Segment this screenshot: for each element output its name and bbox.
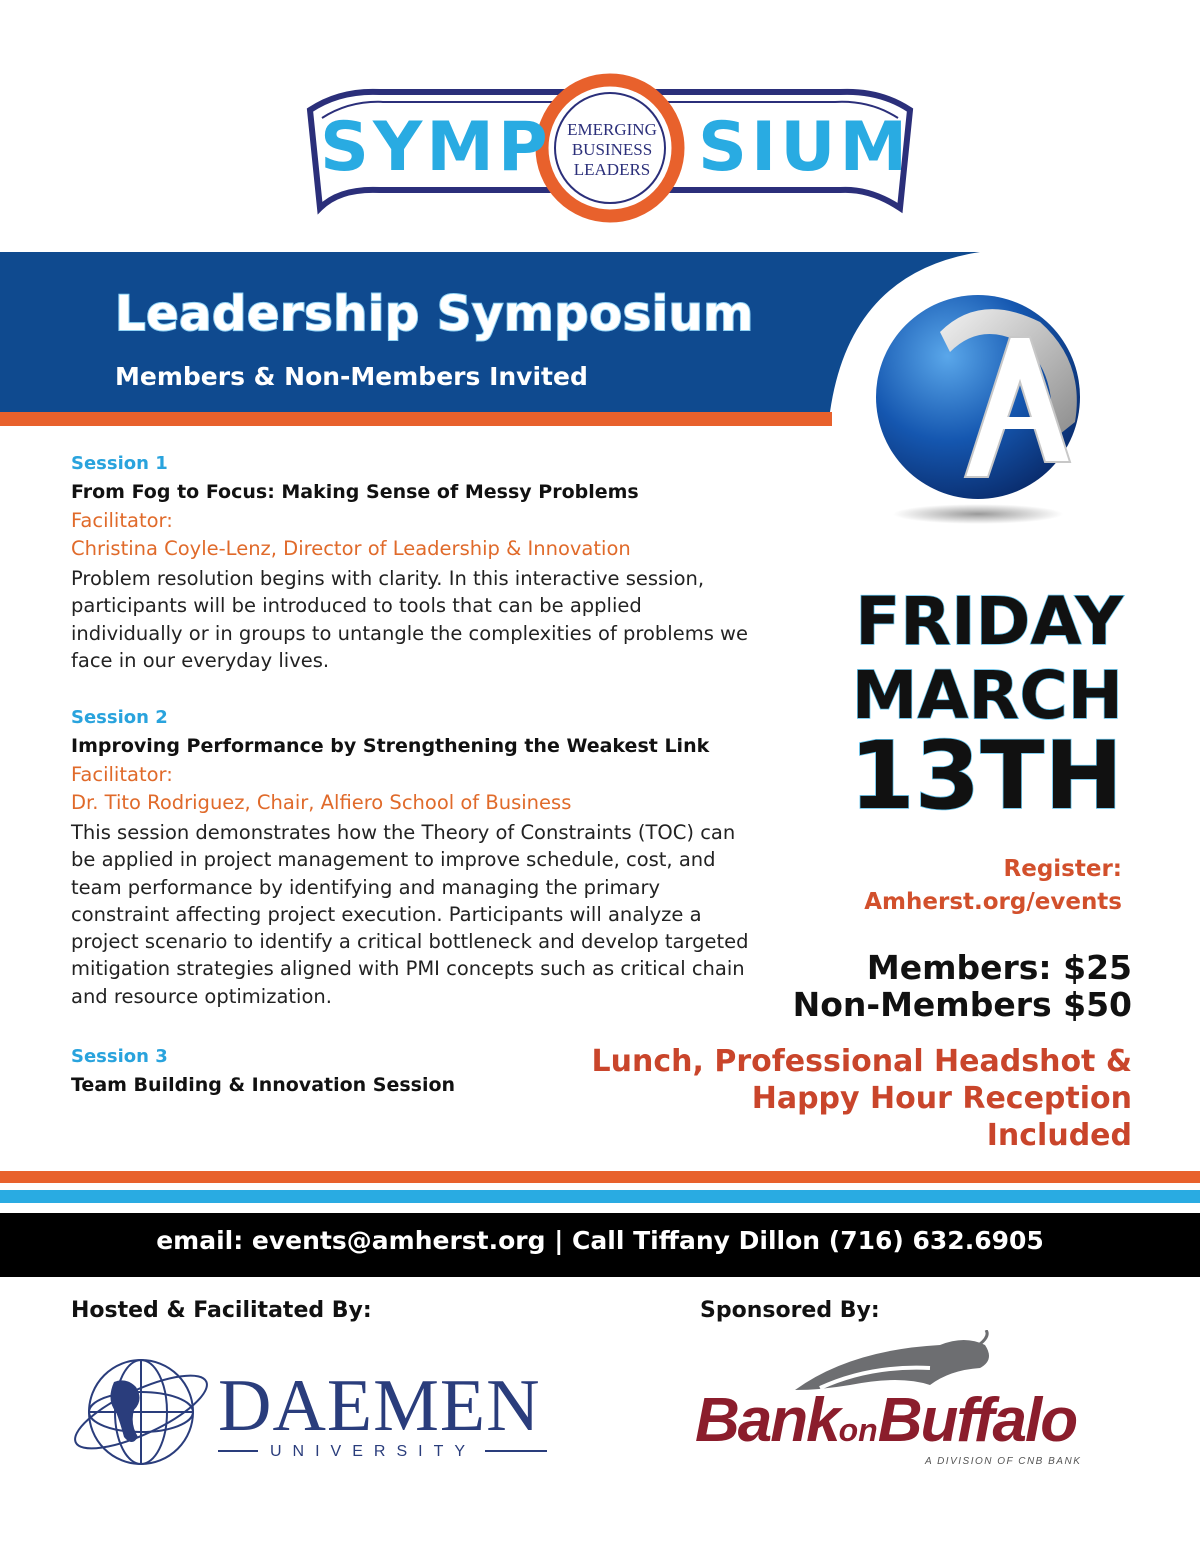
bank-word-part: on — [838, 1412, 878, 1448]
description-line: Problem resolution begins with clarity. In this interactive session, — [71, 567, 705, 590]
session-1-title: From Fog to Focus: Making Sense of Messy Problems — [71, 481, 639, 503]
register-link[interactable]: Amherst.org/events — [864, 889, 1122, 915]
daemen-rule-left — [218, 1450, 258, 1452]
session-2-facilitator-label: Facilitator: — [71, 763, 173, 786]
session-1-label: Session 1 — [71, 453, 168, 474]
session-2-label: Session 2 — [71, 707, 168, 728]
daemen-rule-right — [485, 1450, 547, 1452]
description-line: participants will be introduced to tools that can be applied — [71, 594, 642, 618]
price-members: Members: $25 — [866, 948, 1132, 987]
logo-word-left: SYMP — [320, 108, 552, 187]
blue-stripe — [0, 1190, 1200, 1203]
description-line: and resource optimization. — [71, 984, 332, 1008]
event-month: MARCH — [851, 657, 1123, 734]
event-day: FRIDAY — [855, 583, 1123, 660]
description-line: be applied in project management to improve schedule, cost, and — [71, 848, 716, 872]
ebl-badge-line: BUSINESS — [571, 140, 653, 159]
session-2-title: Improving Performance by Strengthening the Weakest Link — [71, 735, 710, 757]
ebl-badge-line: EMERGING — [567, 120, 657, 139]
orange-stripe — [0, 1171, 1200, 1183]
globe-icon — [66, 1352, 216, 1472]
session-3-title: Team Building & Innovation Session — [71, 1074, 456, 1096]
description-line: face in our everyday lives. — [71, 648, 330, 672]
bank-word-part: Bank — [695, 1386, 839, 1455]
hosted-by-heading: Hosted & Facilitated By: — [71, 1298, 372, 1323]
included-note — [592, 1043, 1132, 1154]
bank-word-part: Buffalo — [877, 1386, 1077, 1455]
register-label: Register: — [1003, 856, 1122, 882]
session-2-description — [71, 819, 831, 1010]
session-3-label: Session 3 — [71, 1046, 168, 1067]
ebl-badge — [562, 120, 662, 180]
bank-on-buffalo-wordmark — [695, 1385, 1076, 1456]
symposium-logo — [300, 68, 920, 238]
description-line: constraint affecting project execution. Participants will analyze a — [71, 902, 702, 926]
description-line: team performance by identifying and managing the primary — [71, 875, 660, 899]
sponsored-by-heading: Sponsored By: — [700, 1298, 880, 1323]
ebl-badge-line: LEADERS — [573, 160, 651, 179]
included-line: Happy Hour Reception — [751, 1081, 1132, 1116]
daemen-subtitle: UNIVERSITY — [270, 1443, 477, 1460]
included-line: Included — [986, 1118, 1132, 1153]
description-line: This session demonstrates how the Theory of Constraints (TOC) can — [71, 821, 736, 844]
included-line: Lunch, Professional Headshot & — [591, 1044, 1132, 1079]
bank-subtitle: A DIVISION OF CNB BANK — [925, 1456, 1082, 1467]
session-1-facilitator-label: Facilitator: — [71, 509, 173, 532]
description-line: individually or in groups to untangle the complexities of problems we — [71, 621, 748, 645]
session-2-facilitator: Dr. Tito Rodriguez, Chair, Alfiero School of Business — [71, 791, 572, 814]
session-1-facilitator: Christina Coyle-Lenz, Director of Leadership & Innovation — [71, 537, 631, 560]
description-line: mitigation strategies aligned with PMI concepts such as critical chain — [71, 957, 745, 981]
price-non-members: Non-Members $50 — [792, 985, 1132, 1024]
page-subtitle: Members & Non-Members Invited — [115, 362, 588, 391]
description-line: project scenario to identify a critical bottleneck and develop targeted — [71, 930, 749, 954]
page-title: Leadership Symposium — [115, 286, 754, 342]
logo-word-right: SIUM — [698, 108, 912, 187]
daemen-wordmark: DAEMEN — [218, 1365, 541, 1447]
amherst-chamber-logo — [870, 292, 1090, 532]
session-1-description — [71, 565, 831, 674]
event-date: 13TH — [849, 722, 1123, 831]
contact-info[interactable]: email: events@amherst.org | Call Tiffany Dillon (716) 632.6905 — [156, 1226, 1044, 1255]
